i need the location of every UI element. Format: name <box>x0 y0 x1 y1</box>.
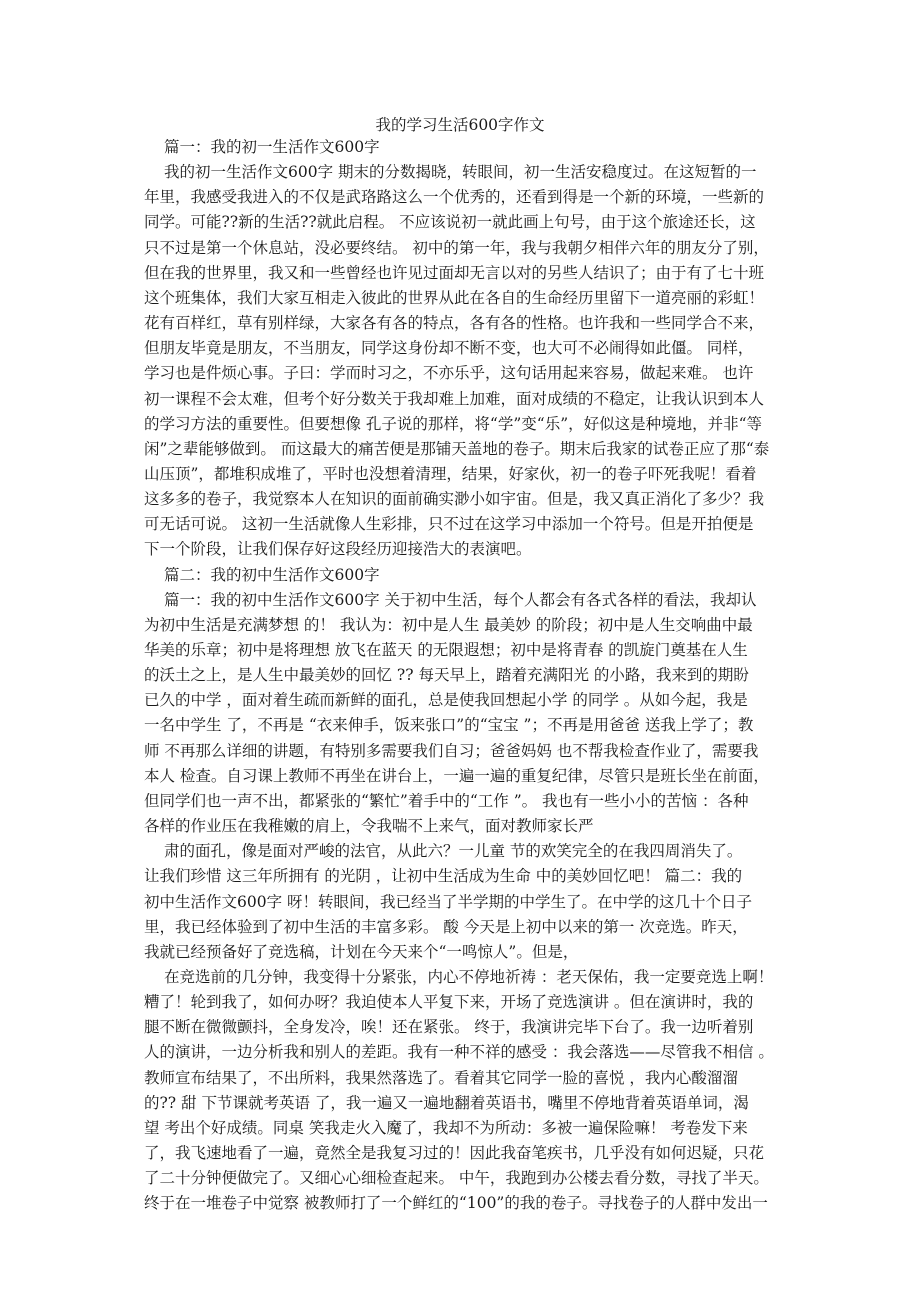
paragraph-line: 本人 检查。自习课上教师不再坐在讲台上，一遍一遍的重复纪律，尽管只是班长坐在前面， <box>144 766 769 785</box>
paragraph-line: 下一个阶段，让我们保存好这段经历迎接浩大的表演吧。 <box>144 540 532 559</box>
paragraph-line: 篇一：我的初中生活作文600字 关于初中生活，每个人都会有各式各样的看法，我却认 <box>164 590 757 609</box>
paragraph-line: 腿不断在微微颤抖，全身发冷，唉！还在紧张。 终于，我演讲完毕下台了。我一边听着别 <box>144 1018 754 1037</box>
paragraph-line: 望 考出个好成绩。同桌 笑我走火入魔了，我却不为所动：多被一遍保险嘛！ 考卷发下来 <box>144 1118 748 1137</box>
paragraph-line: 学习也是件烦心事。子曰：学而时习之，不亦乐乎，这句话用起来容易，做起来难。 也许 <box>144 364 754 383</box>
paragraph-line: 的沃土之上，是人生中最美妙的回忆 ?? 每天早上，踏着充满阳光 的小路，我来到的期盼 <box>144 666 749 685</box>
paragraph-line: 但在我的世界里，我又和一些曾经也许见过面却无言以对的另些人结识了；由于有了七十班 <box>144 263 765 282</box>
paragraph-line: 但同学们也一声不出，都紧张的“繁忙”着手中的“工作 ”。 我也有一些小小的苦恼 ：各种 <box>144 791 749 810</box>
paragraph-line: 终于在一堆卷子中觉察 被教师打了一个鲜红的“100”的我的卷子。寻找卷子的人群中发出一 <box>144 1194 768 1213</box>
paragraph-line: 教师宣布结果了，不出所料，我果然落选了。看着其它同学一脸的喜悦 ，我内心酸溜溜 <box>144 1068 738 1087</box>
document-title: 我的学习生活600字作文 <box>375 116 545 134</box>
paragraph-line: 各样的作业压在我稚嫩的肩上，令我喘不上来气，面对教师家长严 <box>144 817 594 835</box>
paragraph-line: 初中生活作文600字 呀！转眼间，我已经当了半学期的中学生了。在中学的这几十个日子 <box>144 892 753 911</box>
paragraph-line: 这多多的卷子，我觉察本人在知识的面前确实渺小如宇宙。但是，我又真正消化了多少？我 <box>144 490 765 509</box>
paragraph-line: 为初中生活是充满梦想 的！ 我认为：初中是人生 最美妙 的阶段；初中是人生交响曲中最 <box>144 615 753 634</box>
paragraph-line: 的?? 甜 下节课就考英语 了，我一遍又一遍地翻着英语书，嘴里不停地背着英语单词，渴 <box>144 1093 749 1112</box>
paragraph-line: 闲”之辈能够做到。 而这最大的痛苦便是那铺天盖地的卷子。期末后我家的试卷正应了那“泰 <box>144 439 770 458</box>
paragraph-line: 华美的乐章；初中是将理想 放飞在蓝天 的无限遐想；初中是将青春 的凯旋门奠基在人生 <box>144 641 748 659</box>
paragraph-line: 这个班集体，我们大家互相走入彼此的世界从此在各自的生命经历里留下一道亮丽的彩虹！ <box>144 288 765 307</box>
paragraph-line: 山压顶”，都堆积成堆了，平时也没想着清理，结果，好家伙，初一的卷子吓死我呢！看着 <box>144 464 757 483</box>
paragraph-line: 了二十分钟便做完了。又细心心细检查起来。 中午，我跑到办公楼去看分数，寻找了半天。 <box>144 1169 769 1188</box>
paragraph-line: 师 不再那么详细的讲题，有特别多需要我们自习；爸爸妈妈 也不帮我检查作业了，需要我 <box>144 741 759 760</box>
paragraph-line: 的学习方法的重要性。但要想像 孔子说的那样，将“学”变“乐”，好似这是种境地，并非“等 <box>144 414 763 433</box>
paragraph-line: 年里，我感受我进入的不仅是武珞路这么一个优秀的，还看到得是一个新的环境，一些新的 <box>144 188 765 207</box>
paragraph-line: 我的初一生活作文600字 期末的分数揭晓，转眼间，初一生活安稳度过。在这短暂的一 <box>164 163 757 182</box>
paragraph-line: 花有百样红，草有别样绿，大家各有各的特点，各有各的性格。也许我和一些同学合不来， <box>144 314 765 332</box>
paragraph-line: 只不过是第一个休息站，没必要终结。 初中的第一年，我与我朝夕相伴六年的朋友分了别， <box>144 238 769 257</box>
paragraph-line: 人的演讲，一边分析我和别人的差距。我有一种不祥的感受 ：我会落选——尽管我不相信 。 <box>144 1043 774 1062</box>
paragraph-line: 糟了！轮到我了，如何办呀？我迫使本人平复下来，开场了竞选演讲 。但在演讲时，我的 <box>144 993 754 1012</box>
paragraph-line: 可无话可说。 这初一生活就像人生彩排，只不过在这学习中添加一个符号。但是开拍便是 <box>144 515 754 534</box>
paragraph-line: 但朋友毕竟是朋友，不当朋友，同学这身份却不断不变，也大可不必闹得如此僵。 同样， <box>144 339 754 358</box>
paragraph-line: 了，我飞速地看了一遍，竟然全是我复习过的！因此我奋笔疾书，几乎没有如何迟疑，只花 <box>144 1144 765 1162</box>
section-heading: 篇二：我的初中生活作文600字 <box>164 565 380 584</box>
paragraph-line: 初一课程不会太难，但考个好分数关于我却难上加难，面对成绩的不稳定，让我认识到本人 <box>144 389 765 408</box>
paragraph-line: 一名中学生 了，不再是 “衣来伸手，饭来张口”的“宝宝 ”；不再是用爸爸 送我上学了；教 <box>144 716 754 735</box>
paragraph-line: 里，我已经体验到了初中生活的丰富多彩。 酸 今天是上初中以来的第一 次竞选。昨天， <box>144 917 748 936</box>
paragraph-line: 让我们珍惜 这三年所拥有 的光阴 ，让初中生活成为生命 中的美妙回忆吧！ 篇二：我的 <box>144 867 743 886</box>
paragraph-line: 肃的面孔，像是面对严峻的法官，从此六？一儿童 节的欢笑完全的在我四周消失了。 <box>164 842 743 861</box>
paragraph-line: 在竞选前的几分钟，我变得十分紧张，内心不停地祈祷 ：老天保佑，我一定要竞选上啊！ <box>164 967 774 986</box>
section-heading: 篇一：我的初一生活作文600字 <box>164 138 380 156</box>
paragraph-line: 同学。可能??新的生活??就此启程。 不应该说初一就此画上句号，由于这个旅途还长，这 <box>144 213 756 232</box>
paragraph-line: 已久的中学 ，面对着生疏而新鲜的面孔，总是使我回想起小学 的同学 。从如今起，我是 <box>144 691 748 710</box>
paragraph-line: 我就已经预备好了竞选稿，计划在今天来个“一鸣惊人”。但是， <box>144 942 579 961</box>
